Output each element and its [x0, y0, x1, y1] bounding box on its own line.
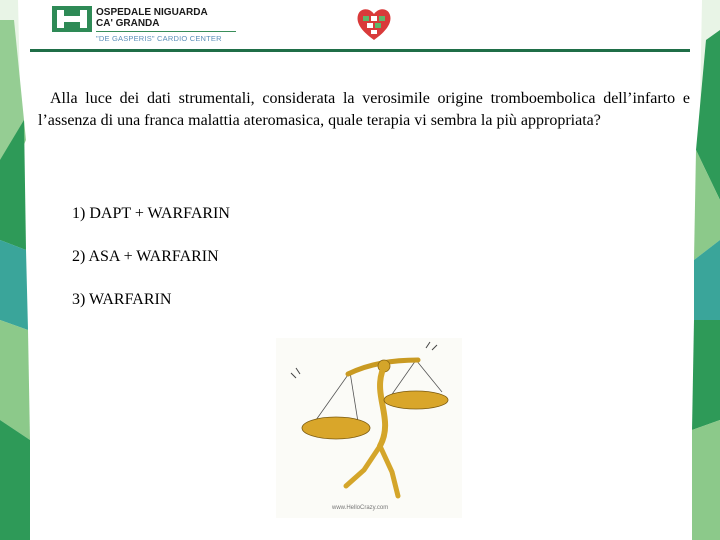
option-2: 2) ASA + WARFARIN — [72, 248, 219, 265]
cardio-center-subtitle: "DE GASPERIS" CARDIO CENTER — [96, 34, 222, 43]
hospital-name — [96, 7, 208, 29]
answer-options — [72, 204, 230, 333]
heart-logo-icon — [354, 4, 394, 44]
hospital-name-line1: OSPEDALE NIGUARDA — [96, 7, 208, 18]
header — [50, 4, 710, 48]
hospital-name-line2: CA' GRANDA — [96, 18, 160, 29]
hospital-logo-icon — [52, 6, 92, 32]
option-1: 1) DAPT + WARFARIN — [72, 205, 230, 222]
balance-scale-icon — [276, 338, 462, 518]
logo-divider — [96, 31, 236, 32]
question-text: Alla luce dei dati strumentali, considerata la verosimile origine tromboembolica dell’infarto e l’assenza di una franca malattia ateromasica, quale terapia vi sembra la più appropriata? — [38, 90, 690, 129]
header-divider — [30, 49, 690, 52]
option-3: 3) WARFARIN — [72, 291, 172, 308]
illustration-credit: www.HelloCrazy.com — [332, 505, 389, 511]
